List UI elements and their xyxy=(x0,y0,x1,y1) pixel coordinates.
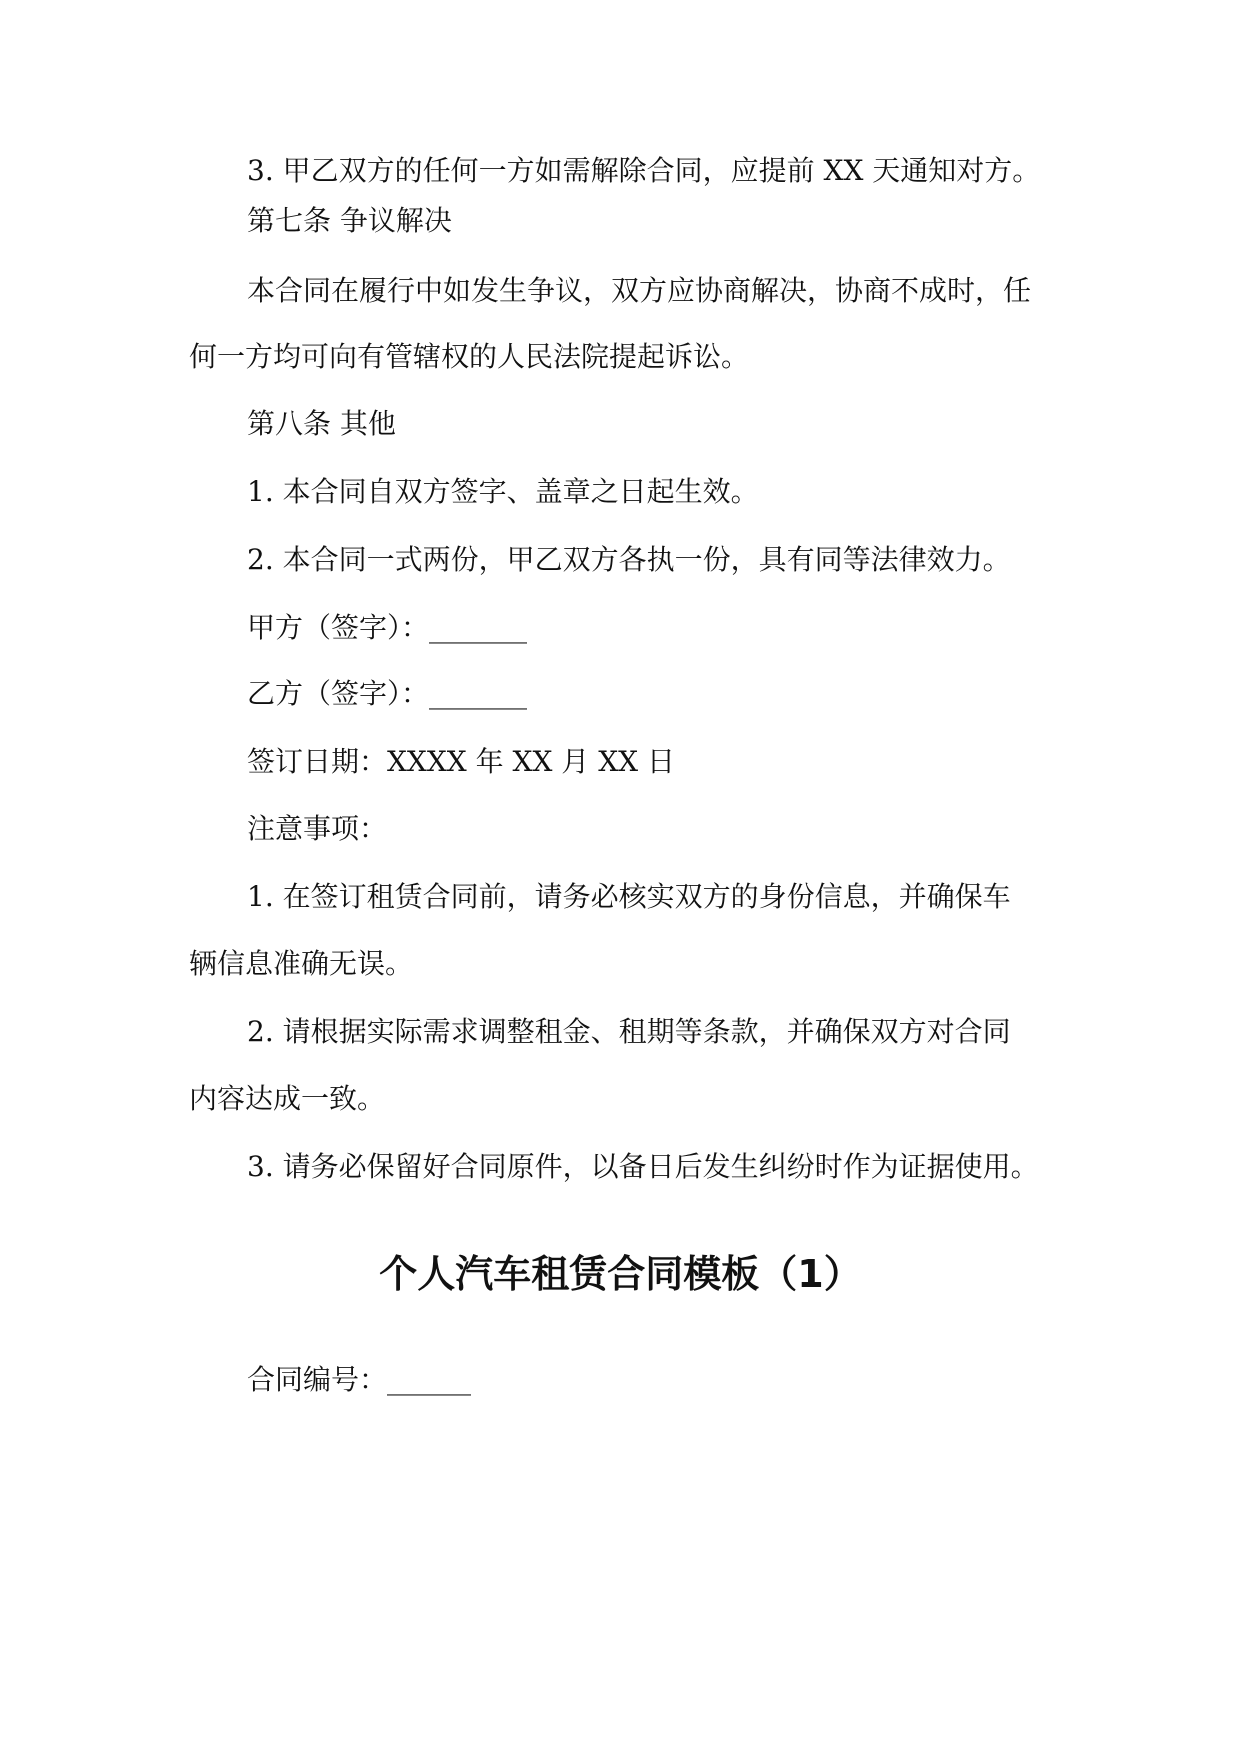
note-2-line-2: 内容达成一致。 xyxy=(189,1082,386,1115)
party-b-signature: 乙方（签字）：_______ xyxy=(247,677,528,710)
note-2-line-1: 2. 请根据实际需求调整租金、租期等条款，并确保双方对合同 xyxy=(247,1015,1011,1048)
contract-number: 合同编号：______ xyxy=(247,1363,472,1396)
party-a-signature: 甲方（签字）：_______ xyxy=(247,611,528,644)
clause-6-item-3: 3. 甲乙双方的任何一方如需解除合同，应提前 XX 天通知对方。 xyxy=(247,154,1041,187)
article-8-item-2: 2. 本合同一式两份，甲乙双方各执一份，具有同等法律效力。 xyxy=(247,543,1011,576)
article-7-heading: 第七条 争议解决 xyxy=(247,204,452,237)
note-1-line-2: 辆信息准确无误。 xyxy=(189,947,414,980)
note-3: 3. 请务必保留好合同原件，以备日后发生纠纷时作为证据使用。 xyxy=(247,1150,1039,1183)
article-8-item-1: 1. 本合同自双方签字、盖章之日起生效。 xyxy=(247,475,759,508)
signing-date: 签订日期：XXXX 年 XX 月 XX 日 xyxy=(247,745,675,778)
notes-heading: 注意事项： xyxy=(247,812,388,845)
note-1-line-1: 1. 在签订租赁合同前，请务必核实双方的身份信息，并确保车 xyxy=(247,880,1011,913)
article-7-text-line-1: 本合同在履行中如发生争议，双方应协商解决，协商不成时，任 xyxy=(247,274,1032,307)
article-7-text-line-2: 何一方均可向有管辖权的人民法院提起诉讼。 xyxy=(189,340,750,373)
document-title: 个人汽车租赁合同模板（1） xyxy=(379,1252,862,1296)
article-8-heading: 第八条 其他 xyxy=(247,407,396,440)
